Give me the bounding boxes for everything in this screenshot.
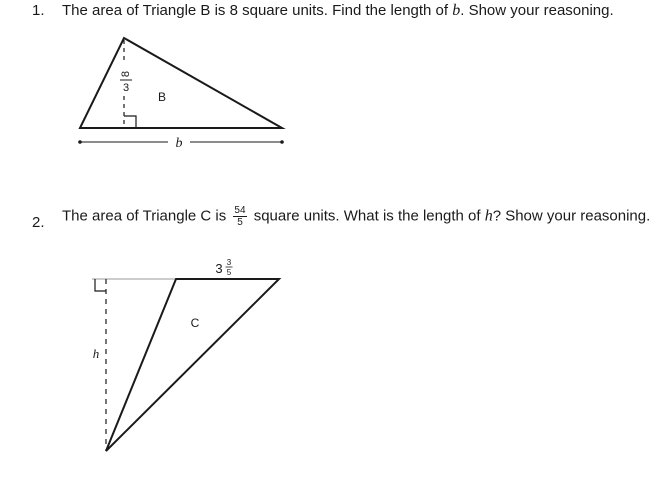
problem-2-number: 2. <box>32 214 45 231</box>
base-b-end-right <box>280 140 284 144</box>
triangle-b <box>80 38 282 128</box>
triangle-c <box>106 279 279 451</box>
problem-1-text-after: . Show your reasoning. <box>460 2 614 19</box>
height-label-b-numerator: 8 <box>120 70 132 78</box>
problem-2-text-after: ? Show your reasoning. <box>492 207 651 225</box>
right-angle-marker-b <box>124 116 136 128</box>
triangle-c-label: C <box>190 316 200 330</box>
problem-1-number: 1. <box>32 2 45 19</box>
base-label-b: b <box>175 136 183 151</box>
area-fraction-denominator: 5 <box>237 217 243 228</box>
right-angle-marker-c <box>95 279 106 291</box>
problem-1-variable: b <box>452 2 461 19</box>
problem-1-text-before: The area of Triangle B is 8 square units. Find the length of <box>62 2 449 19</box>
area-fraction-numerator: 54 <box>234 205 246 216</box>
triangle-b-label: B <box>157 90 167 104</box>
top-side-denominator: 5 <box>226 268 232 277</box>
base-b-end-left <box>78 140 82 144</box>
problem-2-text-middle: square units. What is the length of <box>253 207 481 225</box>
top-side-numerator: 3 <box>226 258 232 267</box>
problem-2-variable: h <box>484 207 493 225</box>
height-label-c: h <box>92 346 100 361</box>
top-side-whole: 3 <box>215 261 223 276</box>
triangle-b-figure <box>78 38 284 151</box>
problem-2-text-before: The area of Triangle C is <box>62 207 227 225</box>
triangle-c-figure <box>92 258 279 451</box>
height-label-b-denominator: 3 <box>122 82 130 94</box>
